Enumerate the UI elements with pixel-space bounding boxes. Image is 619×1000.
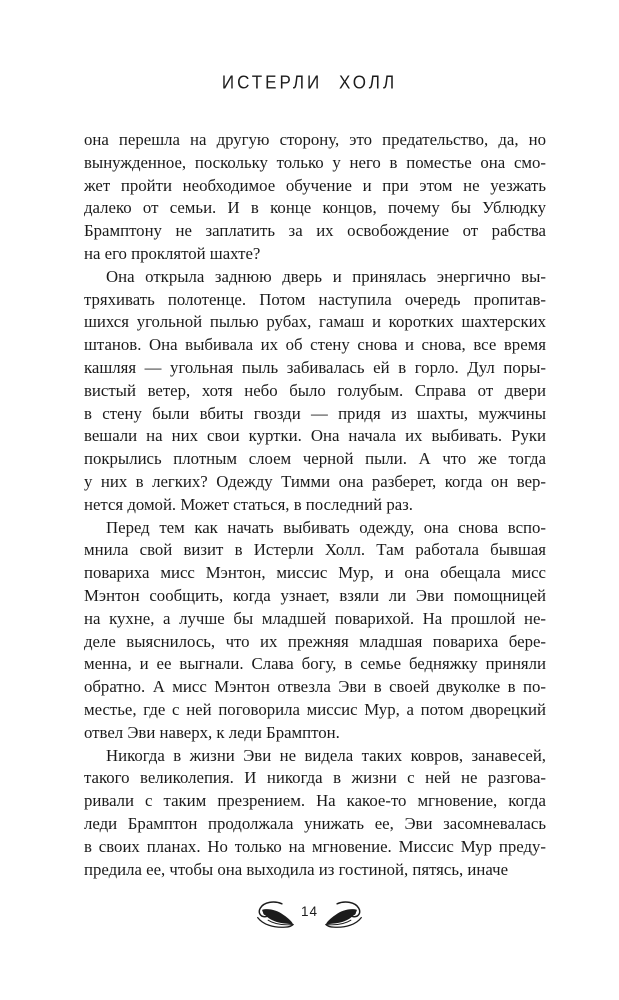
text-line: жет пройти необходимое обучение и при этом не уезжать — [84, 175, 546, 195]
text-line: предила ее, чтобы она выходила из гостиной, пятясь, иначе — [84, 859, 509, 879]
text-line: шихся угольной пылью рубах, гамаш и коротких шахтерских — [84, 312, 546, 332]
paragraph — [84, 517, 546, 745]
text-line: на его проклятой шахте? — [84, 243, 261, 263]
text-line: штанов. Она выбивала их об стену снова и снова, все время — [84, 335, 546, 355]
text-line: на кухне, а лучше бы младшей поварихой. На прошлой не- — [84, 608, 546, 628]
text-line: тряхивать полотенце. Потом наступила очередь пропитав- — [84, 289, 546, 309]
flourish-left-icon — [256, 900, 294, 930]
text-line: Перед тем как начать выбивать одежду, она снова вспо- — [106, 517, 546, 537]
page-number: 14 — [300, 903, 319, 919]
flourish-right-icon — [325, 900, 363, 930]
text-line: мнила свой визит в Истерли Холл. Там работала бывшая — [84, 540, 546, 560]
text-line: менна, и ее выгнали. Слава богу, в семье бедняжку приняли — [84, 654, 546, 674]
paragraph — [84, 745, 546, 882]
text-line: деле выяснилось, что их прежняя младшая повариха бере- — [84, 631, 546, 651]
text-line: вынужденное, поскольку только у него в поместье она смо- — [84, 152, 546, 172]
text-line: леди Брамптон продолжала унижать ее, Эви засомневалась — [84, 813, 546, 833]
text-line: далеко от семьи. И в конце концов, почему бы Ублюдку — [84, 198, 546, 218]
text-line: нется домой. Может статься, в последний раз. — [84, 494, 413, 514]
text-line: такого великолепия. И никогда в жизни с ней не разгова- — [84, 768, 546, 788]
text-line: вешали на них свои куртки. Она начала их выбивать. Руки — [84, 426, 546, 446]
text-line: Она открыла заднюю дверь и принялась энергично вы- — [106, 266, 546, 286]
text-line: в стену были вбиты гвозди — придя из шахты, мужчины — [84, 403, 546, 423]
page-header-title: ИСТЕРЛИ ХОЛЛ — [221, 72, 398, 93]
text-line: она перешла на другую сторону, это предательство, да, но — [84, 130, 546, 149]
text-line: у них в легких? Одежду Тимми она разберет, когда он вер- — [84, 471, 546, 491]
text-line: местье, где с ней поговорила миссис Мур, а потом дворецкий — [84, 699, 546, 719]
paragraph — [84, 266, 546, 517]
text-line: отвел Эви наверх, к леди Брамптон. — [84, 722, 340, 742]
text-line: Брамптону не заплатить за их освобождение от рабства — [84, 221, 546, 241]
page-footer — [0, 900, 619, 930]
text-line: Никогда в жизни Эви не видела таких ковров, занавесей, — [106, 745, 546, 765]
text-line: покрылись плотным слоем черной пыли. А что же тогда — [84, 449, 546, 469]
text-line: обратно. А мисс Мэнтон отвезла Эви в своей двуколке в по- — [84, 677, 546, 697]
text-line: повариха мисс Мэнтон, миссис Мур, и она обещала мисс — [84, 563, 546, 583]
text-line: в своих планах. Но только на мгновение. Миссис Мур преду- — [84, 836, 546, 856]
text-line: ривали с таким презрением. На какое-то мгновение, когда — [84, 791, 546, 811]
text-line: кашляя — угольная пыль забивалась ей в горло. Дул поры- — [84, 357, 546, 377]
paragraph — [84, 129, 546, 266]
body-text — [84, 129, 546, 881]
text-line: Мэнтон сообщить, когда узнает, взяли ли Эви помощницей — [84, 585, 546, 605]
text-line: вистый ветер, хотя небо было голубым. Справа от двери — [84, 380, 546, 400]
